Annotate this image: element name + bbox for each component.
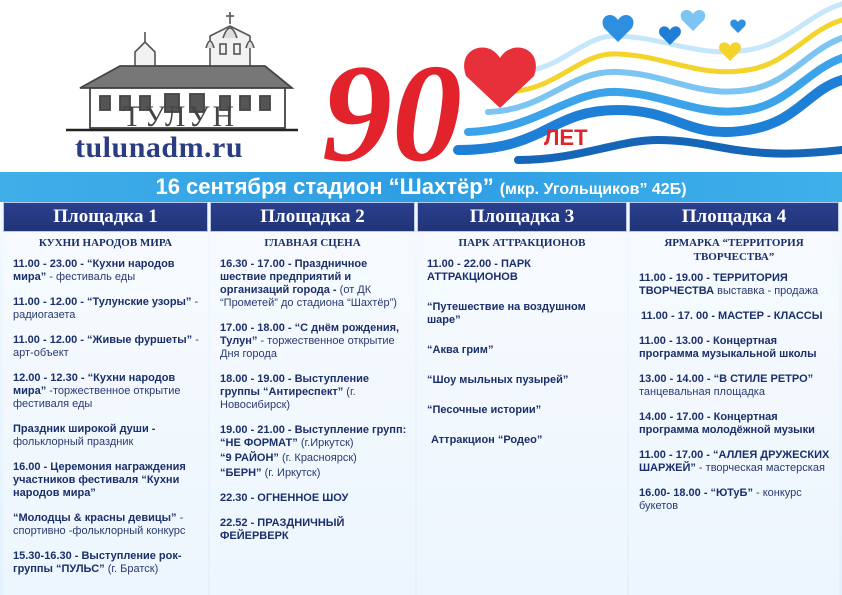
item-note: фольклорный праздник — [13, 436, 134, 448]
schedule-item — [639, 411, 831, 437]
item-time-title: “Аква грим” — [427, 344, 494, 356]
item-time-title: “Путешествие на воздушном шаре” — [427, 301, 586, 326]
schedule-item — [220, 452, 407, 465]
item-note: - радиогазета — [13, 296, 199, 321]
item-time-title: “9 РАЙОН” — [220, 452, 279, 464]
site-url: tulunadm.ru — [75, 131, 244, 164]
logo-title: ТУЛУН — [122, 100, 238, 133]
schedule-item — [220, 258, 407, 310]
item-time-title: Праздник широкой души - — [13, 423, 156, 435]
event-address: (мкр. Угольщиков” 42Б) — [499, 181, 687, 198]
item-time-title: 11.00 - 17.00 - “АЛЛЕЯ ДРУЖЕСКИХ ШАРЖЕЙ” — [639, 449, 830, 474]
item-time-title: 12.00 - 12.30 - “Кухни народов мира” — [13, 372, 176, 397]
venue-title: Площадка 1 — [3, 202, 208, 232]
item-time-title: 11.00 - 17. 00 - МАСТЕР - КЛАССЫ — [641, 310, 823, 322]
schedule-list — [3, 250, 208, 576]
schedule-item — [13, 512, 200, 538]
schedule-item — [220, 424, 407, 450]
item-note: - спортивно -фольклорный конкурс — [13, 512, 186, 537]
item-note: (г. Иркутск) — [261, 467, 321, 479]
item-time-title: 14.00 - 17.00 - Концертная программа молодёжной музыки — [639, 411, 815, 436]
schedule-item — [639, 373, 831, 399]
item-time-title: 18.00 - 19.00 - Выступление группы “Антиреспект” — [220, 373, 369, 398]
schedule-item — [427, 374, 619, 387]
item-note: - творческая мастерская — [695, 462, 825, 474]
item-note: (г. Красноярск) — [278, 452, 357, 464]
item-time-title: 11.00 - 23.00 - “Кухни народов мира” — [13, 258, 175, 283]
item-time-title: 16.30 - 17.00 - Праздничное шествие предприятий и организаций города - — [220, 258, 368, 296]
schedule-item — [639, 487, 831, 513]
schedule-list — [417, 250, 627, 447]
anniversary-word: ЛЕТ — [544, 125, 588, 150]
venue-title: Площадка 4 — [629, 202, 839, 232]
anniversary-graphic — [318, 0, 842, 172]
item-note: выставка - продажа — [714, 285, 819, 297]
schedule-item — [13, 423, 200, 449]
schedule-item — [13, 550, 200, 576]
item-time-title: 11.00 - 12.00 - “Тулунские узоры” — [13, 296, 192, 308]
item-note: - арт-объект — [13, 334, 199, 359]
item-note: (г. Новосибирск) — [220, 386, 356, 411]
item-time-title: 17.00 - 18.00 - “С днём рождения, Тулун” — [220, 322, 400, 347]
schedule-item — [13, 258, 200, 284]
schedule-item — [431, 434, 619, 447]
item-time-title: “Песочные истории” — [427, 404, 542, 416]
schedule-item — [13, 334, 200, 360]
schedule-item — [220, 492, 407, 505]
item-time-title: 16.00 - Церемония награждения участников фестиваля “Кухни народов мира” — [13, 461, 186, 499]
item-time-title: “Молодцы & красны девицы” — [13, 512, 177, 524]
venue-column-1 — [3, 202, 208, 595]
schedule-item — [427, 344, 619, 357]
item-time-title: 11.00 - 13.00 - Концертная программа музыкальной школы — [639, 335, 817, 360]
item-note: (г.Иркутск) — [297, 437, 354, 449]
schedule-item — [13, 372, 200, 411]
schedule-item — [13, 296, 200, 322]
venue-subtitle: КУХНИ НАРОДОВ МИРА — [38, 237, 173, 249]
schedule-item — [427, 301, 619, 327]
event-date-place: 16 сентября стадион “Шахтёр” — [155, 174, 494, 199]
big-heart-icon — [464, 48, 536, 108]
item-time-title: 11.00 - 12.00 - “Живые фуршеты” — [13, 334, 193, 346]
venue-column-3 — [417, 202, 627, 595]
header — [0, 0, 842, 172]
item-time-title: 19.00 - 21.00 - Выступление групп: “НЕ ФОРМАТ” — [220, 424, 407, 449]
item-time-title: “БЕРН” — [220, 467, 262, 479]
venue-column-4 — [629, 202, 839, 595]
item-note: (от ДК “Прометей” до стадиона “Шахтёр”) — [220, 284, 397, 309]
item-time-title: 22.52 - ПРАЗДНИЧНЫЙ ФЕЙЕРВЕРК — [220, 517, 345, 542]
venue-column-2 — [210, 202, 415, 595]
item-time-title: 13.00 - 14.00 - “В СТИЛЕ РЕТРО” — [639, 373, 814, 385]
schedule-item — [220, 467, 407, 480]
venue-title: Площадка 2 — [210, 202, 415, 232]
schedule-item — [220, 322, 407, 361]
schedule-item — [639, 449, 831, 475]
item-time-title: Аттракцион “Родео” — [431, 434, 543, 446]
venue-title: Площадка 3 — [417, 202, 627, 232]
item-note: - фестиваль еды — [46, 271, 136, 283]
item-time-title: 11.00 - 22.00 - ПАРК АТТРАКЦИОНОВ — [427, 258, 531, 283]
item-note: (г. Братск) — [104, 563, 159, 575]
schedule-item — [639, 335, 831, 361]
schedule-item — [13, 461, 200, 500]
item-note: -торжественное открытие фестиваля еды — [13, 385, 181, 410]
item-time-title: 15.30-16.30 - Выступление рок-группы “ПУЛЬС” — [13, 550, 182, 575]
schedule-item — [220, 373, 407, 412]
venue-subtitle: ГЛАВНАЯ СЦЕНА — [264, 237, 361, 249]
schedule-item — [639, 272, 831, 298]
venue-subtitle: ПАРК АТТРАКЦИОНОВ — [458, 237, 586, 249]
anniversary-number: 90 — [322, 36, 462, 172]
schedule-item — [427, 258, 619, 284]
schedule-list — [210, 250, 415, 543]
item-note: - конкурс букетов — [639, 487, 802, 512]
schedule-item — [641, 310, 831, 323]
venue-subtitle: ЯРМАРКА “ТЕРРИТОРИЯ ТВОРЧЕСТВА” — [664, 237, 804, 263]
schedule-item — [220, 517, 407, 543]
item-time-title: 16.00- 18.00 - “ЮТуБ” — [639, 487, 753, 499]
event-banner — [0, 172, 842, 202]
item-note: танцевальная площадка — [639, 386, 765, 398]
item-time-title: “Шоу мыльных пузырей” — [427, 374, 569, 386]
schedule-list — [629, 264, 839, 513]
item-time-title: 11.00 - 19.00 - ТЕРРИТОРИЯ ТВОРЧЕСТВА — [639, 272, 788, 297]
item-time-title: 22.30 - ОГНЕННОЕ ШОУ — [220, 492, 349, 504]
schedule-item — [427, 404, 619, 417]
item-note: - торжественное открытие Дня города — [220, 335, 395, 360]
